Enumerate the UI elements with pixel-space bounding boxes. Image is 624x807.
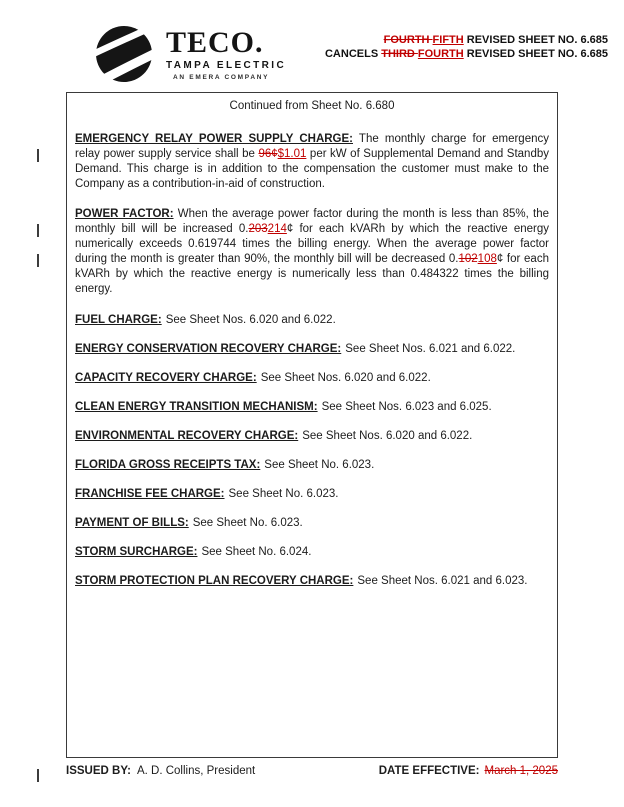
cancels-label: CANCELS: [324, 48, 382, 60]
emergency-relay-added-rate: $1.01: [277, 148, 307, 160]
logo-text-block: [166, 24, 286, 81]
power-factor-text-2: ¢ for each kVARh by which the reactive energy numerically exceeds 0.619744 times the billing energy. When the average power factor during the month is greater than 90%, the monthly bill will be decreased 0.: [75, 223, 549, 265]
change-bar: [37, 224, 39, 237]
charge-reference: See Sheet Nos. 6.021 and 6.022.: [345, 343, 516, 355]
revision-line-2: [325, 47, 608, 61]
charge-heading: ENERGY CONSERVATION RECOVERY CHARGE:: [75, 343, 342, 355]
power-factor-text-1: When the average power factor during the month is less than 85%, the monthly bill will be increased 0.: [75, 208, 549, 235]
logo-subtitle: TAMPA ELECTRIC: [166, 60, 287, 71]
charge-item-environmental: [75, 429, 549, 444]
charge-reference: See Sheet No. 6.023.: [228, 488, 339, 500]
charge-item-storm-protection: [75, 574, 549, 589]
power-factor-removed-rate-2: 102: [458, 253, 478, 265]
added-cancelled-word: FOURTH: [417, 48, 464, 60]
charge-item-storm-surcharge: [75, 545, 549, 560]
charge-item-fuel: [75, 313, 549, 328]
power-factor-text-3: ¢ for each kVARh by which the reactive energy is numerically less than 0.484322 times the billing energy.: [75, 253, 549, 295]
charge-reference: See Sheet No. 6.024.: [201, 546, 312, 558]
power-factor-paragraph: [75, 207, 549, 297]
sheet-content-frame: [66, 92, 558, 758]
charge-item-capacity-recovery: [75, 371, 549, 386]
sheet-footer: [66, 764, 558, 779]
charge-reference: See Sheet Nos. 6.021 and 6.023.: [357, 575, 528, 587]
revision-header: [325, 33, 608, 61]
charge-reference: See Sheet No. 6.023.: [264, 459, 375, 471]
charge-item-energy-conservation: [75, 342, 549, 357]
charge-heading: ENVIRONMENTAL RECOVERY CHARGE:: [75, 430, 299, 442]
charge-reference: See Sheet Nos. 6.020 and 6.022.: [260, 372, 431, 384]
date-effective-label: DATE EFFECTIVE:: [378, 765, 480, 777]
charge-heading: STORM PROTECTION PLAN RECOVERY CHARGE:: [75, 575, 354, 587]
charge-heading: CLEAN ENERGY TRANSITION MECHANISM:: [75, 401, 318, 413]
charge-item-franchise-fee: [75, 487, 549, 502]
removed-cancelled-word: THIRD: [381, 48, 418, 60]
charge-item-payment-of-bills: [75, 516, 549, 531]
change-bar: [37, 254, 39, 267]
emergency-relay-heading: EMERGENCY RELAY POWER SUPPLY CHARGE:: [75, 133, 353, 145]
emergency-relay-paragraph: [75, 132, 549, 192]
change-bar: [37, 149, 39, 162]
charge-reference: See Sheet Nos. 6.020 and 6.022.: [302, 430, 473, 442]
emergency-relay-text-1: The monthly charge for emergency relay power supply service shall be: [75, 133, 549, 160]
logo-tagline: AN EMERA COMPANY: [173, 74, 270, 81]
issued-by-value: A. D. Collins, President: [136, 765, 256, 777]
power-factor-heading: POWER FACTOR:: [75, 208, 174, 220]
teco-globe-swoosh-icon: [78, 24, 162, 84]
revision-line-2-rest: REVISED SHEET NO. 6.685: [463, 48, 608, 60]
charge-reference: See Sheet No. 6.023.: [192, 517, 303, 529]
date-effective-value-removed: March 1, 2025: [484, 765, 558, 777]
charge-reference: See Sheet Nos. 6.020 and 6.022.: [165, 314, 336, 326]
power-factor-added-rate-2: 108: [477, 253, 497, 265]
charge-reference: See Sheet Nos. 6.023 and 6.025.: [321, 401, 492, 413]
charge-heading: FLORIDA GROSS RECEIPTS TAX:: [75, 459, 261, 471]
charge-heading: CAPACITY RECOVERY CHARGE:: [75, 372, 257, 384]
added-sheet-number-word: FIFTH: [432, 34, 464, 46]
emergency-relay-removed-rate: 96¢: [258, 148, 278, 160]
logo-company-name: TECO.: [166, 26, 264, 59]
revision-line-1: [325, 33, 608, 47]
continued-from-line: Continued from Sheet No. 6.680: [229, 100, 395, 112]
revision-line-1-rest: REVISED SHEET NO. 6.685: [463, 34, 608, 46]
teco-logo: [78, 24, 286, 84]
issued-by-label: ISSUED BY:: [66, 765, 131, 777]
change-bar: [37, 769, 39, 782]
date-effective-group: [379, 764, 558, 779]
charge-heading: FUEL CHARGE:: [75, 314, 162, 326]
emergency-relay-text-2: per kW of Supplemental Demand and Standby Demand. This charge is in addition to the compensation the customer must make to the Company as a contribution-in-aid of construction.: [75, 148, 549, 190]
charge-item-clean-energy: [75, 400, 549, 415]
charge-heading: STORM SURCHARGE:: [75, 546, 198, 558]
power-factor-added-rate-1: 214: [267, 223, 287, 235]
power-factor-removed-rate-1: 203: [248, 223, 268, 235]
charge-heading: PAYMENT OF BILLS:: [75, 517, 189, 529]
removed-sheet-number-word: FOURTH: [383, 34, 433, 46]
charge-heading: FRANCHISE FEE CHARGE:: [75, 488, 225, 500]
charge-item-gross-receipts-tax: [75, 458, 549, 473]
issued-by-group: [66, 764, 255, 779]
